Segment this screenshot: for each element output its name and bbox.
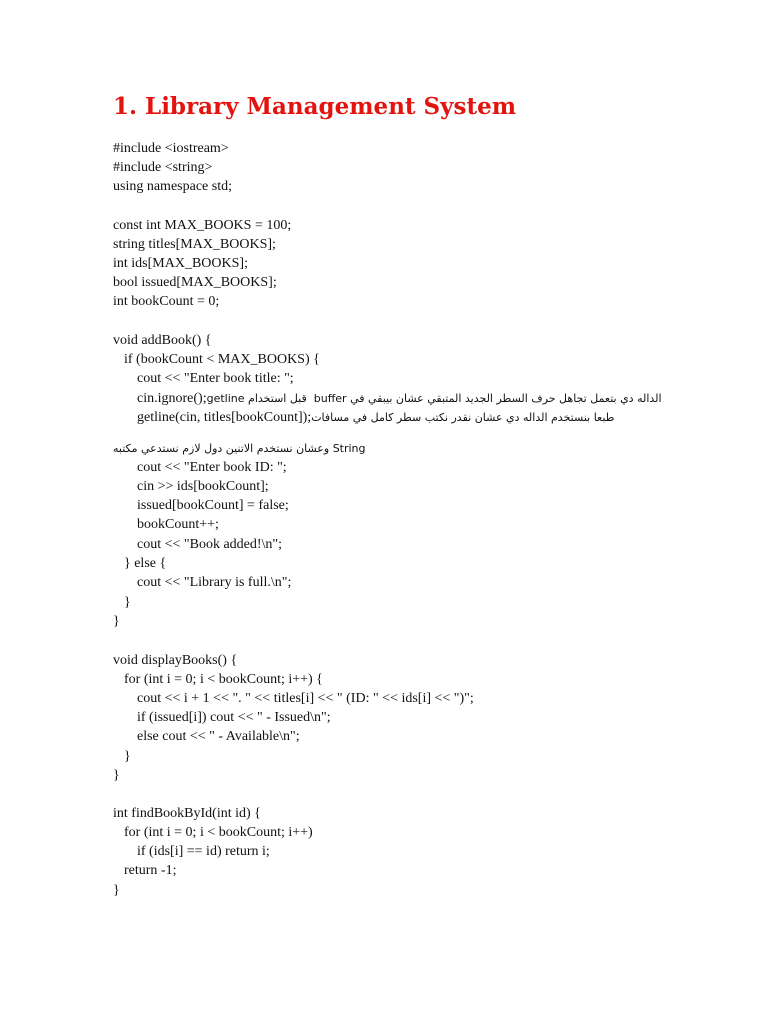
arabic-comment: String وعشان نستخدم الاتنين دول لازم نستدعي مكتبه [113, 442, 366, 455]
code-line [113, 139, 229, 158]
code-text: for (int i = 0; i < bookCount; i++) [124, 825, 313, 840]
code-line [137, 408, 618, 427]
code-text: cout << "Book added!\n"; [137, 537, 283, 552]
code-line [113, 273, 277, 292]
arabic-comment: طبعا بنستخدم الداله دي عشان نقدر نكتب سطر كامل في مسافات [311, 411, 618, 424]
code-text: for (int i = 0; i < bookCount; i++) { [124, 672, 323, 687]
code-text: int ids[MAX_BOOKS]; [113, 256, 248, 271]
code-text: if (ids[i] == id) return i; [137, 844, 270, 859]
code-line [137, 535, 282, 554]
code-line [124, 350, 320, 369]
code-text: } else { [124, 556, 167, 571]
code-line [137, 689, 474, 708]
code-line [137, 515, 219, 534]
code-line [113, 235, 276, 254]
code-line [113, 651, 237, 670]
code-text: int findBookById(int id) { [113, 806, 261, 821]
code-line [113, 612, 120, 631]
code-line [124, 554, 166, 573]
code-text: } [113, 614, 120, 629]
code-line [113, 766, 120, 785]
code-text: string titles[MAX_BOOKS]; [113, 237, 276, 252]
code-line [137, 477, 269, 496]
code-line [113, 254, 248, 273]
code-line [113, 216, 291, 235]
code-text: const int MAX_BOOKS = 100; [113, 218, 292, 233]
code-text: void displayBooks() { [113, 653, 238, 668]
code-text: } [113, 883, 120, 898]
code-text: bookCount++; [137, 517, 219, 532]
code-text: int bookCount = 0; [113, 294, 220, 309]
code-line [137, 369, 294, 388]
code-text: #include <iostream> [113, 141, 229, 156]
code-line [137, 708, 331, 727]
code-line [113, 331, 212, 350]
code-line [113, 439, 366, 458]
code-line [124, 861, 176, 880]
code-text: cout << "Enter book title: "; [137, 371, 294, 386]
code-line [124, 593, 131, 612]
code-text: cout << "Library is full.\n"; [137, 575, 292, 590]
code-text: } [124, 749, 131, 764]
document-title: 1. Library Management System [113, 93, 517, 120]
code-text: #include <string> [113, 160, 213, 175]
code-text: } [113, 768, 120, 783]
code-line [113, 881, 120, 900]
code-line [124, 823, 313, 842]
code-text: if (bookCount < MAX_BOOKS) { [124, 352, 320, 367]
code-text: cin >> ids[bookCount]; [137, 479, 269, 494]
code-line [113, 292, 219, 311]
code-text: getline(cin, titles[bookCount]); [137, 410, 312, 425]
code-text: issued[bookCount] = false; [137, 498, 289, 513]
code-text: using namespace std; [113, 179, 232, 194]
code-text: bool issued[MAX_BOOKS]; [113, 275, 277, 290]
code-text: } [124, 595, 131, 610]
code-line [137, 727, 300, 746]
code-line [137, 842, 270, 861]
code-text: if (issued[i]) cout << " - Issued\n"; [137, 710, 331, 725]
code-line [137, 458, 287, 477]
code-line [124, 747, 131, 766]
code-text: return -1; [124, 863, 177, 878]
arabic-comment: الداله دي بتعمل تجاهل حرف السطر الجديد المتبقي عشان بيبقي في buffer قبل استخدام getline [206, 392, 666, 405]
code-line [137, 389, 665, 408]
code-line [137, 496, 289, 515]
code-text: cout << i + 1 << ". " << titles[i] << " (ID: " << ids[i] << ")"; [137, 691, 474, 706]
code-line [113, 177, 232, 196]
code-text: else cout << " - Available\n"; [137, 729, 300, 744]
code-text: void addBook() { [113, 333, 212, 348]
code-line [113, 158, 212, 177]
code-line [137, 573, 291, 592]
code-line [124, 670, 323, 689]
code-line [113, 804, 261, 823]
code-text: cout << "Enter book ID: "; [137, 460, 287, 475]
code-text: cin.ignore(); [137, 391, 207, 406]
